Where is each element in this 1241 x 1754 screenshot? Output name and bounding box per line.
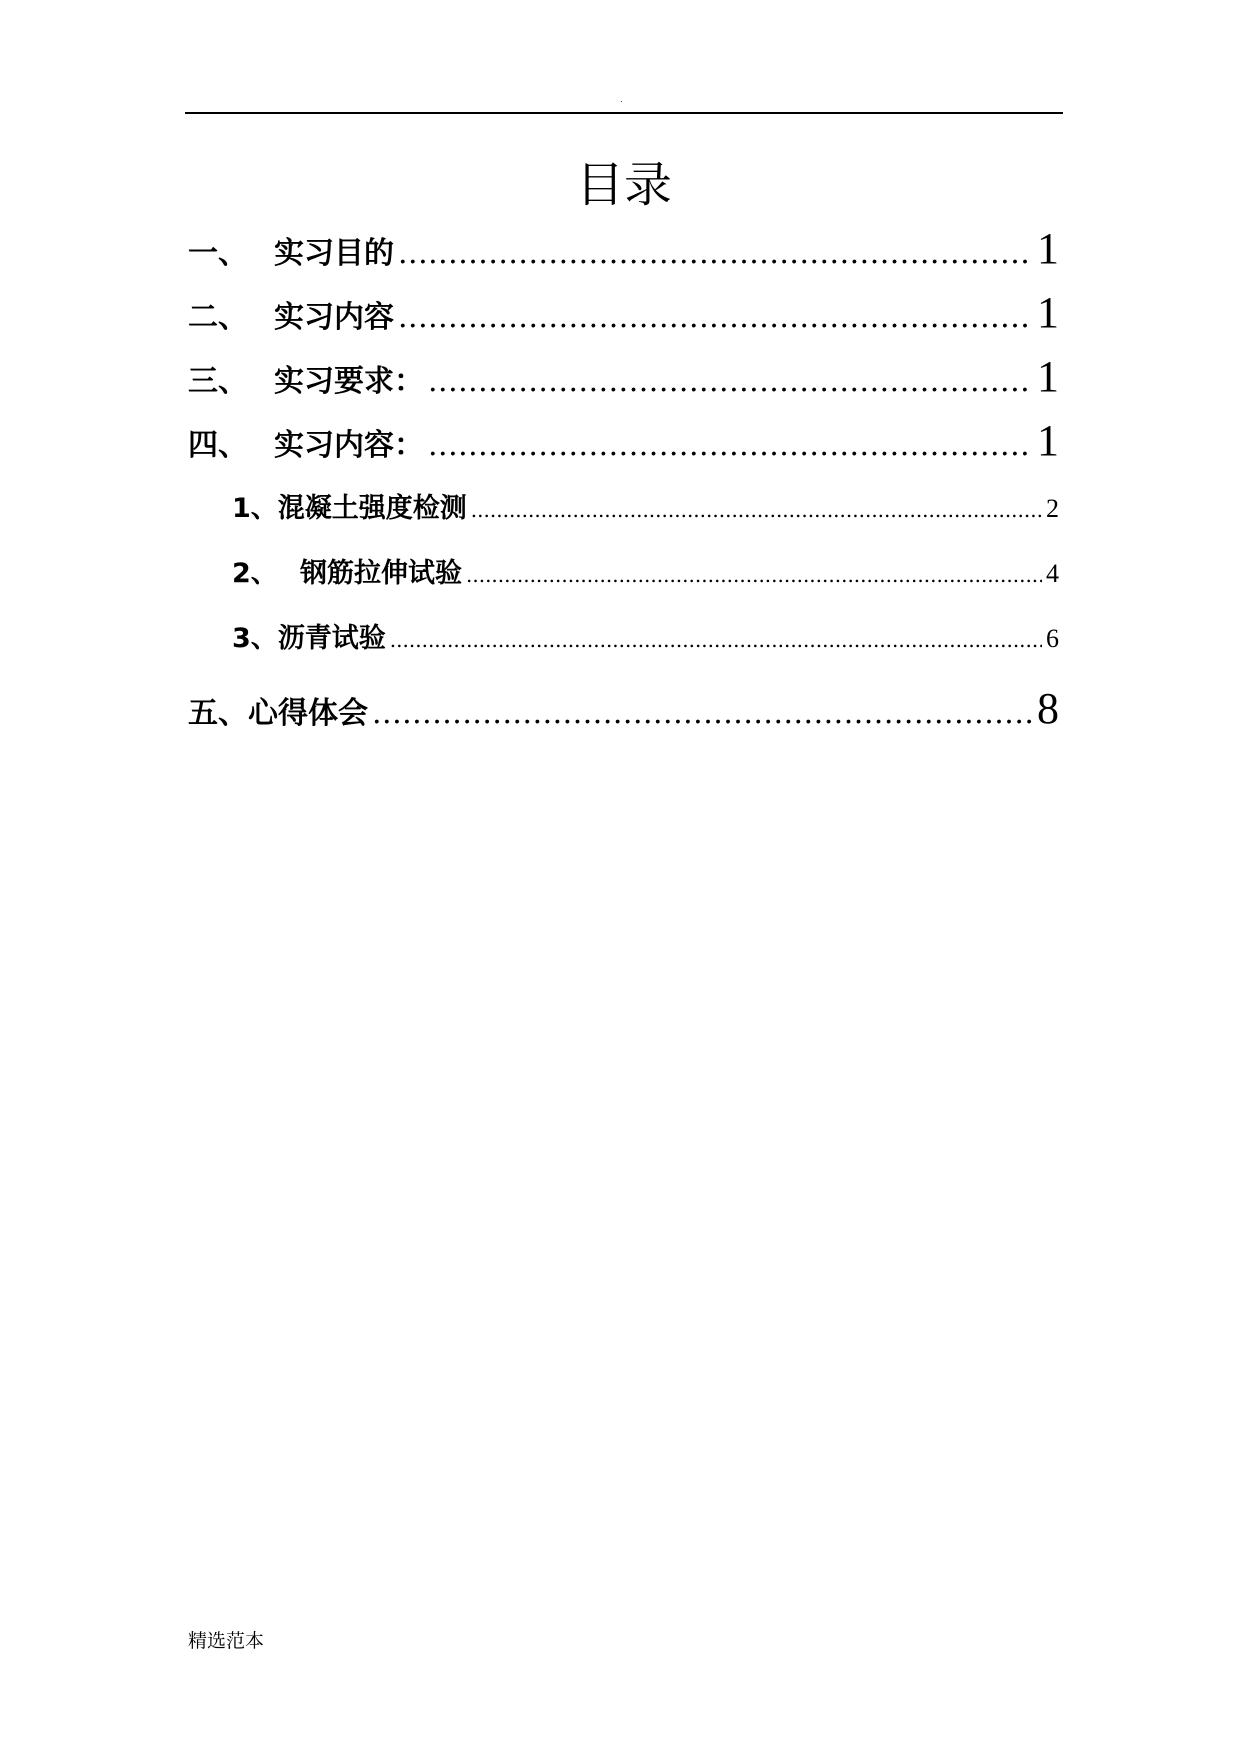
toc-entry-number: 1、 <box>232 493 278 524</box>
toc-entry-page: 6 <box>1046 624 1059 653</box>
toc-entry[interactable] <box>188 682 1059 736</box>
toc-entry[interactable] <box>188 286 1059 340</box>
toc-dot-leader <box>428 419 1033 468</box>
header-rule <box>185 112 1063 114</box>
toc-entry-number: 五、 <box>188 696 248 731</box>
page-title: 目录 <box>575 157 672 213</box>
toc-entry[interactable] <box>188 350 1059 404</box>
toc-dot-leader <box>471 488 1042 531</box>
toc-entry-page: 1 <box>1037 352 1059 401</box>
toc-entry-label: 混凝土强度检测 <box>277 493 467 524</box>
toc-entry-label: 实习目的 <box>274 236 394 271</box>
toc-entry-number: 二、 <box>188 300 248 335</box>
toc-dot-leader <box>466 553 1042 596</box>
toc-entry-page: 1 <box>1037 288 1059 337</box>
toc-entry-label: 实习内容 <box>274 300 394 335</box>
toc-subentry[interactable] <box>232 487 1059 531</box>
toc-entry-number: 四、 <box>188 428 248 463</box>
toc-entry-number: 2、 <box>232 558 278 589</box>
toc-entry[interactable] <box>188 222 1059 276</box>
footer-text: 精选范本 <box>188 1630 265 1652</box>
toc-dot-leader <box>372 687 1033 736</box>
toc-entry-label: 钢筋拉伸试验 <box>300 558 462 589</box>
toc-entry-page: 1 <box>1037 224 1059 273</box>
toc-entry-number: 一、 <box>188 236 248 271</box>
toc-dot-leader <box>398 291 1033 340</box>
toc-entry-page: 8 <box>1037 684 1059 733</box>
toc-dot-leader <box>390 618 1042 661</box>
toc-entry-page: 1 <box>1037 416 1059 465</box>
toc-subentry[interactable] <box>232 552 1059 596</box>
toc-dot-leader <box>428 355 1033 404</box>
toc-entry-label: 实习要求： <box>274 364 424 399</box>
toc-entry-page: 2 <box>1046 494 1059 523</box>
toc-entry[interactable] <box>188 414 1059 468</box>
toc-entry-number: 3、 <box>232 623 278 654</box>
toc-entry-label: 实习内容： <box>274 428 424 463</box>
toc-entry-label: 心得体会 <box>248 696 368 731</box>
toc-subentry[interactable] <box>232 617 1059 661</box>
toc-entry-label: 沥青试验 <box>277 623 386 654</box>
toc-entry-number: 三、 <box>188 364 248 399</box>
header-mark: . <box>620 95 623 104</box>
toc-dot-leader <box>398 227 1033 276</box>
toc-entry-page: 4 <box>1046 559 1059 588</box>
